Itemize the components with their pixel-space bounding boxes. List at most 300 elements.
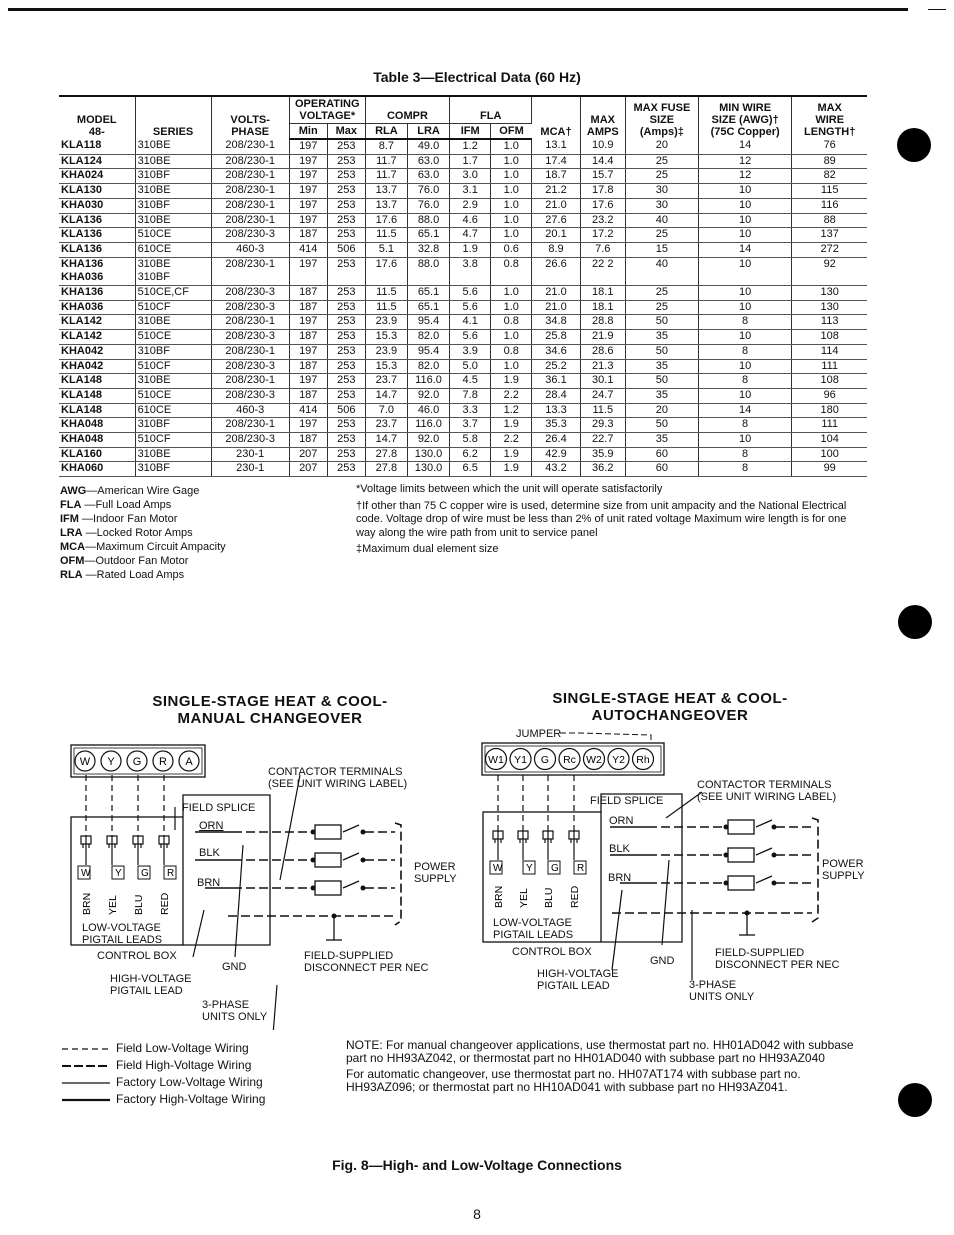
table-cell: 7.8 xyxy=(450,388,491,403)
table-cell: 1.0 xyxy=(491,169,532,184)
table-cell: 310BE 310BF xyxy=(135,257,211,285)
table-cell: 3.7 xyxy=(450,418,491,433)
table-cell: 253 xyxy=(327,169,365,184)
table-cell: 76.0 xyxy=(407,184,449,199)
table-cell: 130.0 xyxy=(407,462,449,477)
table-cell: 197 xyxy=(289,344,327,359)
table-cell: 253 xyxy=(327,139,365,154)
table-cell: 13.7 xyxy=(365,184,407,199)
table-cell: 17.6 xyxy=(365,213,407,228)
table-cell: 63.0 xyxy=(407,154,449,169)
top-rule-right xyxy=(928,9,946,10)
table-cell: 208/230-1 xyxy=(211,169,289,184)
table-cell: 310BF xyxy=(135,169,211,184)
table-cell: 15.3 xyxy=(365,330,407,345)
table-cell: 310BE xyxy=(135,315,211,330)
table-cell: 187 xyxy=(289,228,327,243)
col-operating-voltage: OPERATING VOLTAGE* xyxy=(289,96,365,124)
table-cell: 253 xyxy=(327,315,365,330)
table-cell: 5.0 xyxy=(450,359,491,374)
table-cell: 207 xyxy=(289,462,327,477)
table-cell: 13.3 xyxy=(532,403,580,418)
table-cell: 506 xyxy=(327,403,365,418)
table-cell: 230-1 xyxy=(211,447,289,462)
table-cell: 1.0 xyxy=(491,359,532,374)
table-cell: 208/230-1 xyxy=(211,139,289,154)
table-cell: 0.8 xyxy=(491,344,532,359)
right-diagram-title: SINGLE-STAGE HEAT & COOL- AUTOCHANGEOVER xyxy=(552,690,788,724)
table-cell: 14.4 xyxy=(580,154,625,169)
right-hv-pigtail-label: HIGH-VOLTAGE PIGTAIL LEAD xyxy=(537,968,619,992)
abbreviation-item: MCA—Maximum Circuit Ampacity xyxy=(60,541,226,553)
table-cell: 17.4 xyxy=(532,154,580,169)
table-row xyxy=(59,139,867,154)
table-cell: 6.5 xyxy=(450,462,491,477)
left-orn-label: ORN xyxy=(199,820,224,832)
table-cell: 88 xyxy=(792,213,867,228)
table-cell: 28.6 xyxy=(580,344,625,359)
table-cell: 187 xyxy=(289,300,327,315)
left-3phase-label: 3-PHASE UNITS ONLY xyxy=(202,999,268,1023)
table-cell: KLA136 xyxy=(59,242,135,257)
table-cell: 253 xyxy=(327,344,365,359)
table-cell: 50 xyxy=(625,315,698,330)
table-cell: 22.7 xyxy=(580,433,625,448)
table-cell: 82 xyxy=(792,169,867,184)
table-cell: 40 xyxy=(625,257,698,285)
wire-letter: R xyxy=(167,868,175,879)
electrical-data-table xyxy=(59,95,867,477)
table-cell: 99 xyxy=(792,462,867,477)
table-cell: 414 xyxy=(289,403,327,418)
col-min-wire: MIN WIRE SIZE (AWG)† (75C Copper) xyxy=(698,96,792,139)
autochangeover-diagram xyxy=(470,730,870,1020)
table-cell: 208/230-1 xyxy=(211,198,289,213)
table-cell: 35.3 xyxy=(532,418,580,433)
table-cell: 4.7 xyxy=(450,228,491,243)
table-row xyxy=(59,257,867,285)
table-cell: 2.2 xyxy=(491,433,532,448)
table-cell: KLA124 xyxy=(59,154,135,169)
table-cell: 208/230-1 xyxy=(211,213,289,228)
field-high-voltage-line-icon xyxy=(62,1064,110,1068)
table-row xyxy=(59,315,867,330)
table-cell: 130 xyxy=(792,300,867,315)
table-cell: 24.7 xyxy=(580,388,625,403)
table-cell: 63.0 xyxy=(407,169,449,184)
table-cell: 510CE xyxy=(135,388,211,403)
table-cell: 22 2 xyxy=(580,257,625,285)
terminal-label: Y2 xyxy=(612,754,625,766)
terminal-label: Rh xyxy=(636,754,650,766)
table-cell: 253 xyxy=(327,257,365,285)
table-cell: 35 xyxy=(625,433,698,448)
table-cell: KHA136 KHA036 xyxy=(59,257,135,285)
table-cell: 1.2 xyxy=(450,139,491,154)
terminal-label: Rc xyxy=(563,754,576,766)
table-cell: 1.0 xyxy=(491,184,532,199)
footnotes xyxy=(356,483,868,560)
table-cell: KLA118 xyxy=(59,139,135,154)
table-cell: 35 xyxy=(625,359,698,374)
wire-color-label: YEL xyxy=(107,895,119,915)
table-cell: 208/230-1 xyxy=(211,418,289,433)
table-cell: 208/230-3 xyxy=(211,388,289,403)
wire-letter: Y xyxy=(115,868,122,879)
table-cell: 253 xyxy=(327,433,365,448)
table-cell: KLA148 xyxy=(59,388,135,403)
table-cell: 5.6 xyxy=(450,300,491,315)
table-row xyxy=(59,418,867,433)
table-cell: 111 xyxy=(792,418,867,433)
binding-hole-3 xyxy=(898,1083,932,1117)
table-cell: 310BE xyxy=(135,213,211,228)
table-cell: 65.1 xyxy=(407,228,449,243)
table-cell: 96 xyxy=(792,388,867,403)
table-cell: 5.8 xyxy=(450,433,491,448)
table-cell: 187 xyxy=(289,286,327,301)
table-cell: 187 xyxy=(289,330,327,345)
table-cell: 18.1 xyxy=(580,300,625,315)
table-cell: 310BE xyxy=(135,374,211,389)
left-gnd-label: GND xyxy=(222,961,247,973)
table-cell: 60 xyxy=(625,462,698,477)
terminal-label: W2 xyxy=(586,754,602,766)
page-number: 8 xyxy=(473,1206,481,1222)
table-cell: 108 xyxy=(792,330,867,345)
col-series: SERIES xyxy=(135,96,211,139)
table-cell: 76.0 xyxy=(407,198,449,213)
table-row xyxy=(59,242,867,257)
table-cell: 510CE xyxy=(135,330,211,345)
table-cell: 414 xyxy=(289,242,327,257)
left-contactor-label: CONTACTOR TERMINALS (SEE UNIT WIRING LABEL) xyxy=(268,766,408,790)
table-cell: 113 xyxy=(792,315,867,330)
table-cell: 10 xyxy=(698,286,792,301)
table-cell: 82.0 xyxy=(407,359,449,374)
terminal-label: W xyxy=(79,756,91,768)
factory-low-voltage-line-icon xyxy=(62,1081,110,1085)
table-cell: 50 xyxy=(625,418,698,433)
table-row xyxy=(59,300,867,315)
table-cell: 11.7 xyxy=(365,154,407,169)
field-low-voltage-line-icon xyxy=(62,1047,110,1051)
table-cell: 18.7 xyxy=(532,169,580,184)
table-cell: 88.0 xyxy=(407,213,449,228)
abbreviation-item: LRA —Locked Rotor Amps xyxy=(60,527,193,539)
table-cell: 6.2 xyxy=(450,447,491,462)
table-cell: 130 xyxy=(792,286,867,301)
table-cell: 115 xyxy=(792,184,867,199)
footnote-wire: †If other than 75 C copper wire is used, determine size from unit ampacity and the National Electrical code. Voltage drop of wire must be less than 2% of unit rated voltage Maximum wire length is for one way along the wire path from unit to service panel xyxy=(356,499,847,539)
table-cell: 23.9 xyxy=(365,344,407,359)
table-cell: 10 xyxy=(698,359,792,374)
table-cell: 13.1 xyxy=(532,139,580,154)
table-cell: 10 xyxy=(698,330,792,345)
table-cell: 76 xyxy=(792,139,867,154)
right-disconnect-label: FIELD-SUPPLIED DISCONNECT PER NEC xyxy=(715,947,840,971)
table-cell: 92.0 xyxy=(407,388,449,403)
table-row xyxy=(59,213,867,228)
terminal-label: A xyxy=(185,756,193,768)
right-field-splice-label: FIELD SPLICE xyxy=(590,795,664,807)
table-cell: 2.9 xyxy=(450,198,491,213)
table-cell: 253 xyxy=(327,330,365,345)
table-cell: 460-3 xyxy=(211,403,289,418)
table-cell: 23.7 xyxy=(365,374,407,389)
table-cell: 8 xyxy=(698,447,792,462)
table-cell: 208/230-3 xyxy=(211,433,289,448)
wire-color-label: BLU xyxy=(543,887,555,908)
table-cell: 510CF xyxy=(135,359,211,374)
table-cell: 116 xyxy=(792,198,867,213)
terminal-label: R xyxy=(159,756,167,768)
table-row xyxy=(59,344,867,359)
table-cell: 7.6 xyxy=(580,242,625,257)
table-cell: KHA042 xyxy=(59,344,135,359)
table-cell: 27.6 xyxy=(532,213,580,228)
table-cell: 253 xyxy=(327,184,365,199)
table-cell: 1.9 xyxy=(491,418,532,433)
table-cell: 460-3 xyxy=(211,242,289,257)
table-cell: KLA142 xyxy=(59,315,135,330)
footnote-voltage: *Voltage limits between which the unit will operate satisfactorily xyxy=(356,483,663,495)
table-cell: 14 xyxy=(698,403,792,418)
col-max-amps: MAX AMPS xyxy=(580,96,625,139)
table-cell: 11.5 xyxy=(365,286,407,301)
table-cell: 36.1 xyxy=(532,374,580,389)
table-cell: 208/230-3 xyxy=(211,286,289,301)
table-cell: 1.0 xyxy=(491,198,532,213)
table-cell: 10 xyxy=(698,433,792,448)
table-cell: 137 xyxy=(792,228,867,243)
abbreviation-item: AWG—American Wire Gage xyxy=(60,485,200,497)
table-cell: 208/230-3 xyxy=(211,300,289,315)
table-cell: 253 xyxy=(327,447,365,462)
table-header-row xyxy=(59,96,867,124)
table-cell: 14.7 xyxy=(365,433,407,448)
table-cell: 1.7 xyxy=(450,154,491,169)
table-cell: KHA048 xyxy=(59,418,135,433)
table-row xyxy=(59,228,867,243)
footnote-fuse: ‡Maximum dual element size xyxy=(356,543,499,555)
col-mca: MCA† xyxy=(532,96,580,139)
table-cell: 197 xyxy=(289,198,327,213)
table-cell: 88.0 xyxy=(407,257,449,285)
table-cell: 29.3 xyxy=(580,418,625,433)
wire-letter: W xyxy=(493,863,503,874)
table-cell: KLA142 xyxy=(59,330,135,345)
wire-color-label: BRN xyxy=(493,885,505,908)
table-cell: 95.4 xyxy=(407,315,449,330)
table-cell: 2.2 xyxy=(491,388,532,403)
table-cell: 36.2 xyxy=(580,462,625,477)
right-brn-label: BRN xyxy=(608,872,632,884)
table-cell: 3.3 xyxy=(450,403,491,418)
left-power-supply-label: POWER SUPPLY xyxy=(414,861,457,885)
table-cell: 95.4 xyxy=(407,344,449,359)
table-cell: 28.4 xyxy=(532,388,580,403)
col-max-wire: MAX WIRE LENGTH† xyxy=(792,96,867,139)
right-3phase-label: 3-PHASE UNITS ONLY xyxy=(689,979,755,1003)
right-lv-pigtail-label: LOW-VOLTAGE PIGTAIL LEADS xyxy=(493,917,574,941)
table-cell: 1.2 xyxy=(491,403,532,418)
table-cell: 23.7 xyxy=(365,418,407,433)
table-cell: 310BE xyxy=(135,184,211,199)
binding-hole-1 xyxy=(897,128,931,162)
legend-field-lv: Field Low-Voltage Wiring xyxy=(62,1040,265,1057)
wire-letter: G xyxy=(141,868,149,879)
col-max-fuse: MAX FUSE SIZE (Amps)‡ xyxy=(625,96,698,139)
table-cell: 89 xyxy=(792,154,867,169)
terminal-label: W1 xyxy=(488,754,504,766)
left-diagram-title: SINGLE-STAGE HEAT & COOL- MANUAL CHANGEOVER xyxy=(152,693,388,727)
table-cell: 14 xyxy=(698,139,792,154)
wire-letter: G xyxy=(551,863,559,874)
table-row xyxy=(59,403,867,418)
table-cell: 1.9 xyxy=(491,447,532,462)
table-row xyxy=(59,330,867,345)
table-cell: 10 xyxy=(698,184,792,199)
left-lv-pigtail-label: LOW-VOLTAGE PIGTAIL LEADS xyxy=(82,922,163,946)
left-blk-label: BLK xyxy=(199,847,220,859)
table-cell: KHA048 xyxy=(59,433,135,448)
table-cell: 7.0 xyxy=(365,403,407,418)
terminal-label: G xyxy=(540,754,550,766)
table-cell: 208/230-1 xyxy=(211,344,289,359)
table-cell: KHA036 xyxy=(59,300,135,315)
table-cell: 30 xyxy=(625,198,698,213)
table-cell: 13.7 xyxy=(365,198,407,213)
table-cell: 4.1 xyxy=(450,315,491,330)
table-cell: 35 xyxy=(625,388,698,403)
jumper-label: JUMPER xyxy=(516,728,562,740)
table-cell: 17.2 xyxy=(580,228,625,243)
table-cell: 310BE xyxy=(135,154,211,169)
table-cell: 208/230-1 xyxy=(211,315,289,330)
table-cell: 253 xyxy=(327,300,365,315)
table-cell: 207 xyxy=(289,447,327,462)
table-cell: 100 xyxy=(792,447,867,462)
table-cell: 15.3 xyxy=(365,359,407,374)
table-cell: KHA042 xyxy=(59,359,135,374)
table-cell: KHA030 xyxy=(59,198,135,213)
table-cell: 310BE xyxy=(135,447,211,462)
table-cell: 114 xyxy=(792,344,867,359)
table-cell: 253 xyxy=(327,154,365,169)
table-cell: 3.1 xyxy=(450,184,491,199)
factory-high-voltage-line-icon xyxy=(62,1098,110,1102)
table-cell: 197 xyxy=(289,257,327,285)
table-cell: 510CF xyxy=(135,300,211,315)
table-cell: 8.7 xyxy=(365,139,407,154)
table-cell: 25.8 xyxy=(532,330,580,345)
table-body xyxy=(59,139,867,477)
table-cell: 197 xyxy=(289,213,327,228)
table-cell: 43.2 xyxy=(532,462,580,477)
abbreviation-item: IFM —Indoor Fan Motor xyxy=(60,513,178,525)
table-row xyxy=(59,198,867,213)
col-lra: LRA xyxy=(407,124,449,140)
table-cell: KLA130 xyxy=(59,184,135,199)
table-cell: 272 xyxy=(792,242,867,257)
table-cell: 21.0 xyxy=(532,300,580,315)
table-cell: 1.9 xyxy=(491,462,532,477)
table-cell: 25 xyxy=(625,169,698,184)
table-cell: 30.1 xyxy=(580,374,625,389)
wire-color-label: BRN xyxy=(81,892,93,915)
col-ifm: IFM xyxy=(450,124,491,140)
left-brn-label: BRN xyxy=(197,877,221,889)
table-cell: 92.0 xyxy=(407,433,449,448)
table-cell: 1.9 xyxy=(491,374,532,389)
table-cell: 11.7 xyxy=(365,169,407,184)
table-cell: 1.0 xyxy=(491,154,532,169)
table-cell: 26.4 xyxy=(532,433,580,448)
table-cell: 510CE xyxy=(135,228,211,243)
table-cell: 187 xyxy=(289,433,327,448)
table-row xyxy=(59,359,867,374)
table-cell: 11.5 xyxy=(580,403,625,418)
table-cell: 104 xyxy=(792,433,867,448)
table-cell: 32.8 xyxy=(407,242,449,257)
table-cell: 10 xyxy=(698,388,792,403)
legend-factory-lv: Factory Low-Voltage Wiring xyxy=(62,1074,265,1091)
table-cell: 27.8 xyxy=(365,447,407,462)
col-compr: COMPR xyxy=(365,96,449,124)
thermostat-note: NOTE: For manual changeover applications, use thermostat part no. HH01AD042 with subbase part no HH93AZ042, or thermostat part no HH01AD040 with subbase part no HH93AZ040 For automatic changeover, use thermostat part no. HH07AT174 with subbase part no. HH93AZ096; or thermostat part no HH10AD041 with subbase part no HH93AZ041. xyxy=(346,1038,854,1094)
table-cell: 50 xyxy=(625,344,698,359)
col-rla: RLA xyxy=(365,124,407,140)
wire-color-label: RED xyxy=(569,885,581,908)
table-cell: KLA148 xyxy=(59,374,135,389)
table-cell: 180 xyxy=(792,403,867,418)
table-cell: 25 xyxy=(625,228,698,243)
table-cell: 10 xyxy=(698,257,792,285)
table-cell: 17.8 xyxy=(580,184,625,199)
table-cell: 310BF xyxy=(135,344,211,359)
table-cell: 15 xyxy=(625,242,698,257)
table-cell: 12 xyxy=(698,154,792,169)
table-cell: 20.1 xyxy=(532,228,580,243)
abbreviation-item: FLA —Full Load Amps xyxy=(60,499,172,511)
table-cell: 8.9 xyxy=(532,242,580,257)
table-cell: 5.1 xyxy=(365,242,407,257)
legend-factory-hv: Factory High-Voltage Wiring xyxy=(62,1091,265,1108)
abbreviation-item: OFM—Outdoor Fan Motor xyxy=(60,555,189,567)
col-ofm: OFM xyxy=(491,124,532,140)
wire-color-label: BLU xyxy=(133,894,145,915)
table-cell: 21.0 xyxy=(532,198,580,213)
table-row xyxy=(59,447,867,462)
table-cell: 34.6 xyxy=(532,344,580,359)
terminal-label: Y1 xyxy=(514,754,527,766)
table-cell: 3.8 xyxy=(450,257,491,285)
table-cell: 8 xyxy=(698,315,792,330)
table-cell: 18.1 xyxy=(580,286,625,301)
terminal-label: Y xyxy=(107,756,115,768)
table-cell: 506 xyxy=(327,242,365,257)
table-cell: 197 xyxy=(289,374,327,389)
table-cell: 253 xyxy=(327,418,365,433)
table-cell: 10 xyxy=(698,300,792,315)
table-cell: 197 xyxy=(289,154,327,169)
table-cell: 25.2 xyxy=(532,359,580,374)
table-cell: 1.0 xyxy=(491,228,532,243)
table-cell: 14 xyxy=(698,242,792,257)
table-cell: 25 xyxy=(625,286,698,301)
table-row xyxy=(59,184,867,199)
